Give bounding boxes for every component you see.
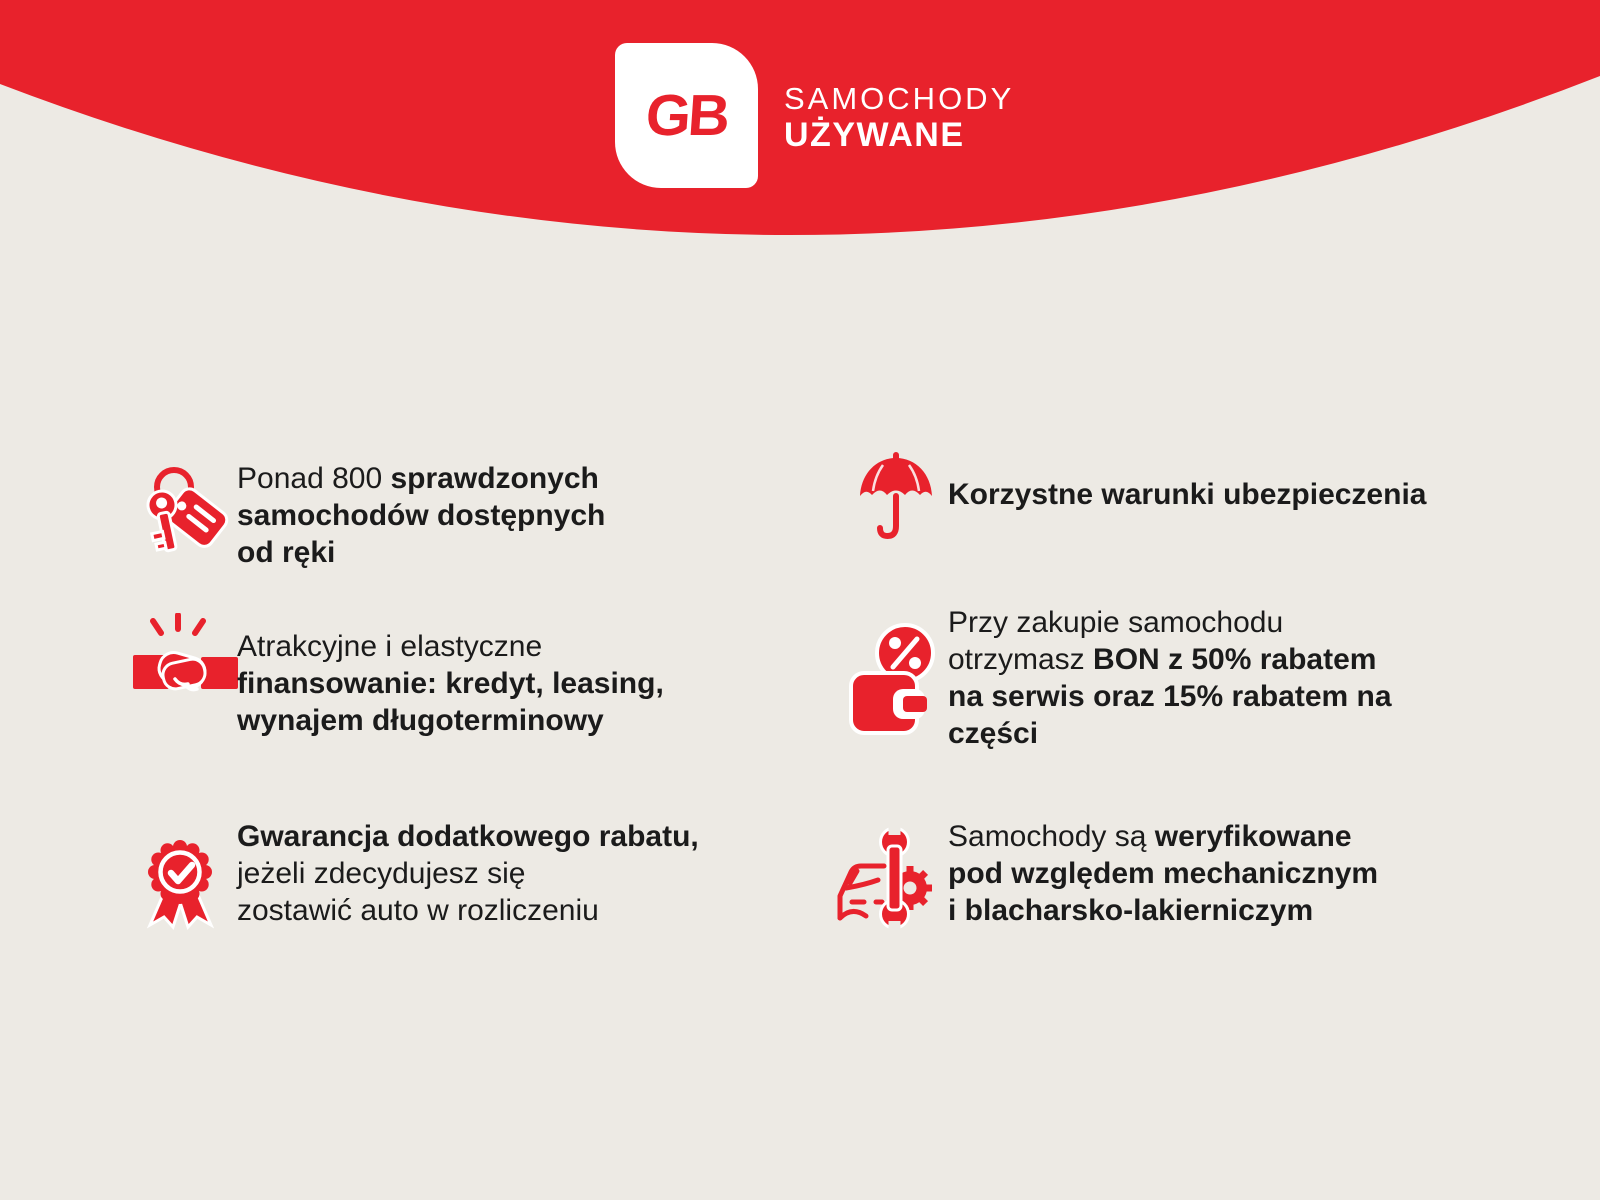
- feature-text: Korzystne warunki ubezpieczenia: [948, 478, 1427, 511]
- feature-text: Atrakcyjne i elastyczne finansowanie: kredyt, leasing, wynajem długoterminowy: [237, 630, 664, 737]
- feature-text: Ponad 800 sprawdzonych samochodów dostępnych od ręki: [237, 462, 606, 569]
- quality-badge-icon: [138, 828, 223, 938]
- car-service-icon: [832, 822, 937, 939]
- logo-box: [615, 43, 758, 188]
- brand-line-samochody: SAMOCHODY: [784, 81, 1015, 116]
- handshake-icon: [133, 613, 238, 723]
- wallet-discount-icon: [845, 623, 940, 746]
- brand-line-uzywane: UŻYWANE: [784, 116, 965, 154]
- feature-text: Samochody są weryfikowane pod względem mechanicznym i blacharsko-lakierniczym: [948, 820, 1379, 927]
- car-keys-icon: [132, 455, 232, 565]
- feature-text: Gwarancja dodatkowego rabatu, jeżeli zdecydujesz się zostawić auto w rozliczeniu: [237, 820, 699, 927]
- feature-text: Przy zakupie samochodu otrzymasz BON z 50% rabatem na serwis oraz 15% rabatem na części: [948, 606, 1392, 750]
- umbrella-icon: [852, 452, 940, 549]
- brand-title: [784, 82, 1014, 155]
- gb-logo: GB: [643, 82, 730, 148]
